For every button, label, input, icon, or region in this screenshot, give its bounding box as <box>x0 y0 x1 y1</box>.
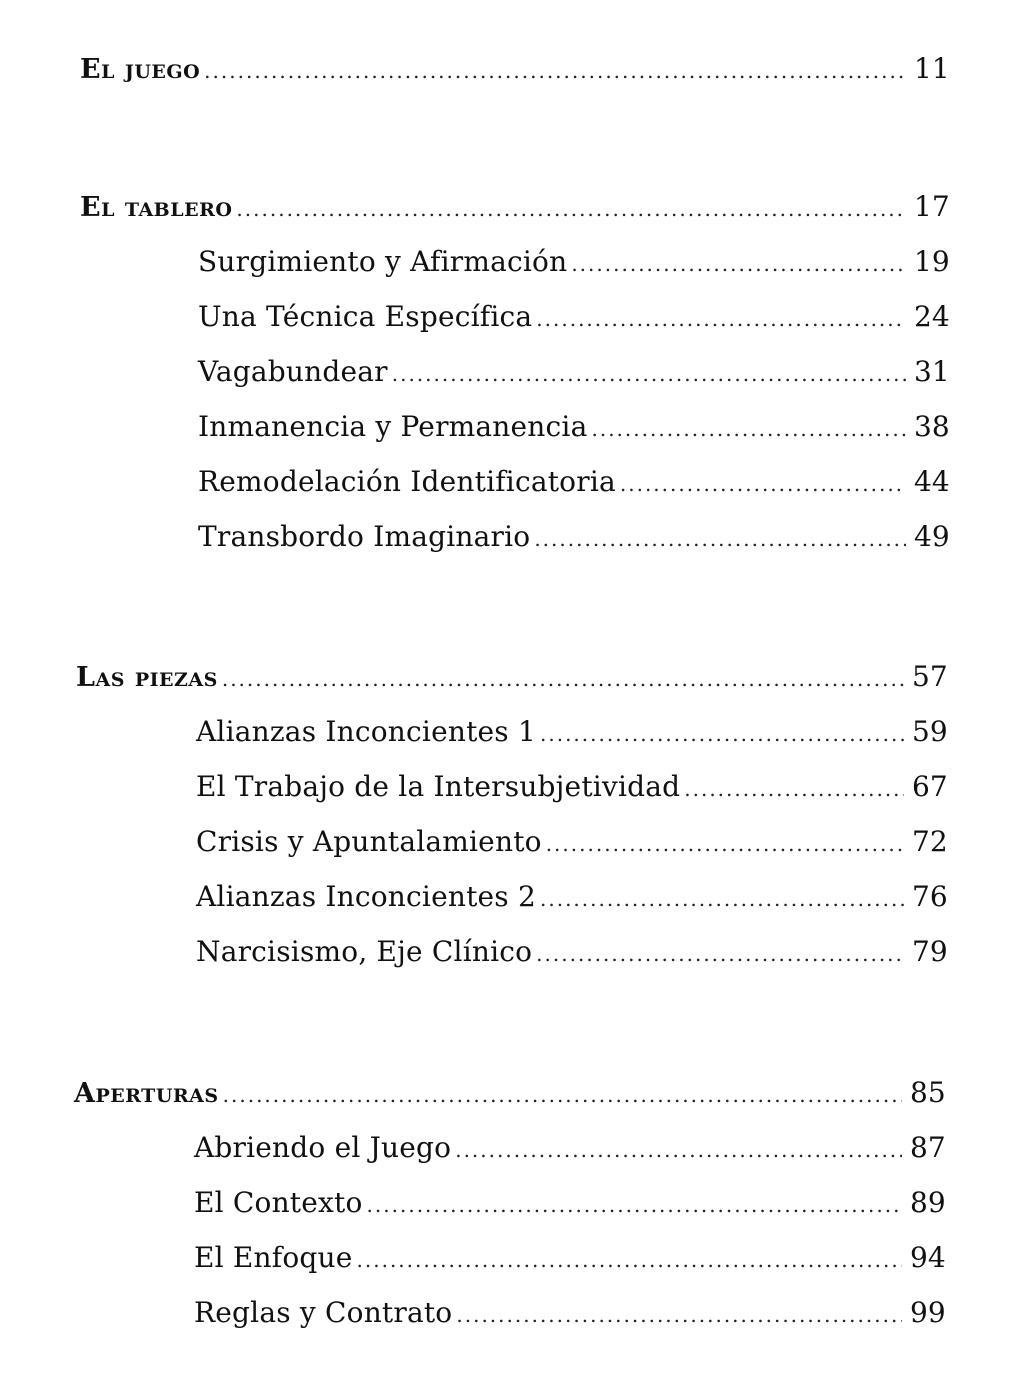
dot-leader <box>536 942 904 966</box>
toc-entry-row <box>196 880 946 920</box>
page-number: 72 <box>912 825 948 858</box>
entry-title: Narcisismo, Eje Clínico <box>196 935 533 968</box>
dot-leader <box>540 887 904 911</box>
page-number: 24 <box>914 300 950 333</box>
entry-title: Reglas y Contrato <box>194 1296 453 1329</box>
entry-title: Transbordo Imaginario <box>198 520 531 553</box>
toc-entry-row <box>196 825 946 865</box>
page-number: 89 <box>910 1186 946 1219</box>
page-number: 79 <box>912 935 948 968</box>
dot-leader <box>591 417 906 441</box>
chapter-title: El tablero <box>80 192 233 223</box>
dot-leader <box>571 252 906 276</box>
page-number: 49 <box>914 520 950 553</box>
page-number: 31 <box>914 355 950 388</box>
page-number: 67 <box>912 770 948 803</box>
page-number: 57 <box>912 660 948 693</box>
entry-title: El Contexto <box>194 1186 363 1219</box>
page-number: 17 <box>914 190 950 223</box>
toc-entry-row <box>194 1186 944 1226</box>
toc-entry-row <box>198 245 948 285</box>
entry-title: Alianzas Inconcientes 2 <box>196 880 536 913</box>
dot-leader <box>236 197 906 221</box>
dot-leader <box>540 722 904 746</box>
entry-title: El Enfoque <box>194 1241 353 1274</box>
page-number: 99 <box>910 1296 946 1329</box>
dot-leader <box>684 777 904 801</box>
toc-entry-row <box>194 1131 944 1171</box>
toc-entry-row <box>198 520 948 560</box>
dot-leader <box>456 1303 902 1327</box>
dot-leader <box>536 307 906 331</box>
entry-title: Abriendo el Juego <box>194 1131 452 1164</box>
toc-chapter-row <box>80 190 948 230</box>
toc-entry-row <box>194 1241 944 1281</box>
entry-title: Remodelación Identificatoria <box>198 465 616 498</box>
entry-title: Inmanencia y Permanencia <box>198 410 588 443</box>
entry-title: Alianzas Inconcientes 1 <box>196 715 536 748</box>
dot-leader <box>357 1248 902 1272</box>
toc-chapter-row <box>76 660 946 700</box>
page-number: 85 <box>910 1076 946 1109</box>
toc-entry-row <box>196 770 946 810</box>
toc-chapter-row <box>80 52 948 92</box>
dot-leader <box>204 59 906 83</box>
entry-title: Surgimiento y Afirmación <box>198 245 568 278</box>
page-number: 44 <box>914 465 950 498</box>
page-number: 94 <box>910 1241 946 1274</box>
dot-leader <box>367 1193 902 1217</box>
toc-entry-row <box>198 410 948 450</box>
chapter-title: Las piezas <box>76 662 218 693</box>
toc-chapter-row <box>74 1076 944 1116</box>
page-number: 59 <box>912 715 948 748</box>
page-number: 76 <box>912 880 948 913</box>
toc-entry-row <box>198 465 948 505</box>
toc-entry-row <box>198 300 948 340</box>
entry-title: El Trabajo de la Intersubjetividad <box>196 770 681 803</box>
toc-entry-row <box>196 935 946 975</box>
dot-leader <box>455 1138 902 1162</box>
dot-leader <box>546 832 904 856</box>
page-number: 87 <box>910 1131 946 1164</box>
chapter-title: El juego <box>80 54 201 85</box>
entry-title: Vagabundear <box>198 355 388 388</box>
entry-title: Una Técnica Específica <box>198 300 533 333</box>
page-number: 38 <box>914 410 950 443</box>
dot-leader <box>392 362 906 386</box>
dot-leader <box>620 472 906 496</box>
toc-entry-row <box>196 715 946 755</box>
dot-leader <box>534 527 906 551</box>
chapter-title: Aperturas <box>74 1078 219 1109</box>
entry-title: Crisis y Apuntalamiento <box>196 825 542 858</box>
page-number: 11 <box>914 52 950 85</box>
dot-leader <box>222 667 904 691</box>
toc-entry-row <box>194 1296 944 1336</box>
toc-entry-row <box>198 355 948 395</box>
page-number: 19 <box>914 245 950 278</box>
dot-leader <box>223 1083 902 1107</box>
